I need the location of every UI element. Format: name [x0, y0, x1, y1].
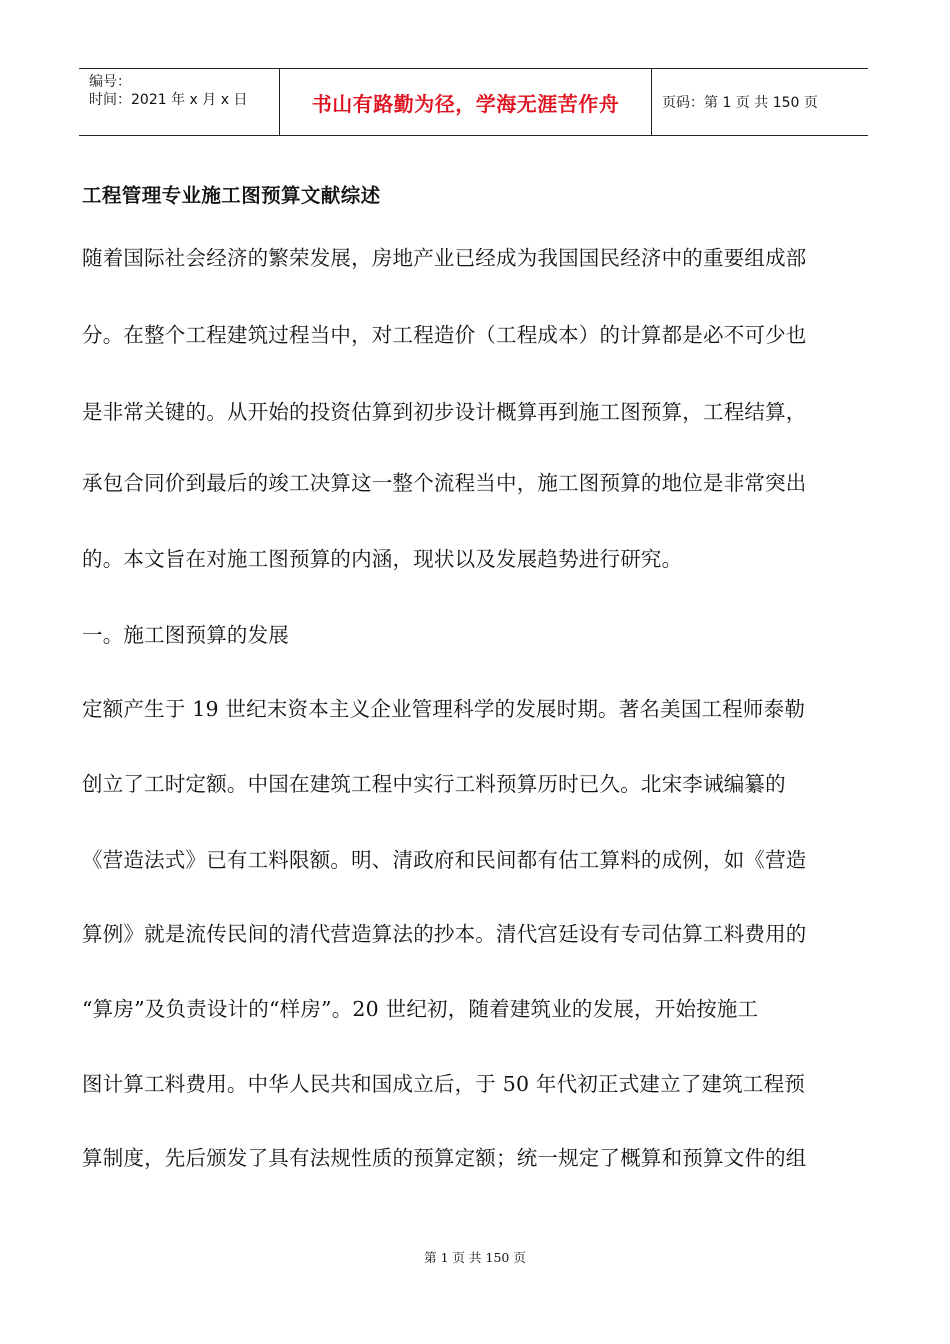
- body-line: 分。在整个工程建筑过程当中，对工程造价（工程成本）的计算都是必不可少也: [82, 323, 807, 347]
- header-slogan-cell: [280, 69, 652, 135]
- body-line: 定额产生于 19 世纪末资本主义企业管理科学的发展时期。著名美国工程师泰勒: [82, 697, 806, 721]
- header-table: [79, 68, 868, 136]
- document-date-label: 时间：2021 年 x 月 x 日: [89, 92, 248, 108]
- header-meta-cell: [79, 69, 280, 135]
- body-line: 图计算工料费用。中华人民共和国成立后，于 50 年代初正式建立了建筑工程预: [82, 1072, 806, 1096]
- header-slogan: 书山有路勤为径，学海无涯苦作舟: [311, 91, 620, 116]
- page-footer: 第 1 页 共 150 页: [424, 1250, 526, 1265]
- header-page-info: 页码：第 1 页 共 150 页: [662, 95, 818, 111]
- body-line: 算制度，先后颁发了具有法规性质的预算定额；统一规定了概算和预算文件的组: [82, 1146, 807, 1170]
- header-page-cell: [652, 69, 868, 135]
- body-line: 的。本文旨在对施工图预算的内涵，现状以及发展趋势进行研究。: [82, 547, 683, 571]
- body-line: 随着国际社会经济的繁荣发展，房地产业已经成为我国国民经济中的重要组成部: [82, 246, 807, 270]
- body-line: 《营造法式》已有工料限额。明、清政府和民间都有估工算料的成例，如《营造: [82, 848, 807, 872]
- body-line: 是非常关键的。从开始的投资估算到初步设计概算再到施工图预算，工程结算，: [82, 400, 807, 424]
- document-number-label: 编号：: [89, 74, 131, 90]
- body-line: 创立了工时定额。中国在建筑工程中实行工料预算历时已久。北宋李诫编纂的: [82, 772, 786, 796]
- body-line: “算房”及负责设计的“样房”。20 世纪初，随着建筑业的发展，开始按施工: [82, 997, 759, 1021]
- body-line: 承包合同价到最后的竣工决算这一整个流程当中，施工图预算的地位是非常突出: [82, 471, 807, 495]
- document-title: 工程管理专业施工图预算文献综述: [82, 184, 381, 207]
- body-line: 算例》就是流传民间的清代营造算法的抄本。清代宫廷设有专司估算工料费用的: [82, 922, 807, 946]
- section-heading: 一。施工图预算的发展: [82, 623, 289, 647]
